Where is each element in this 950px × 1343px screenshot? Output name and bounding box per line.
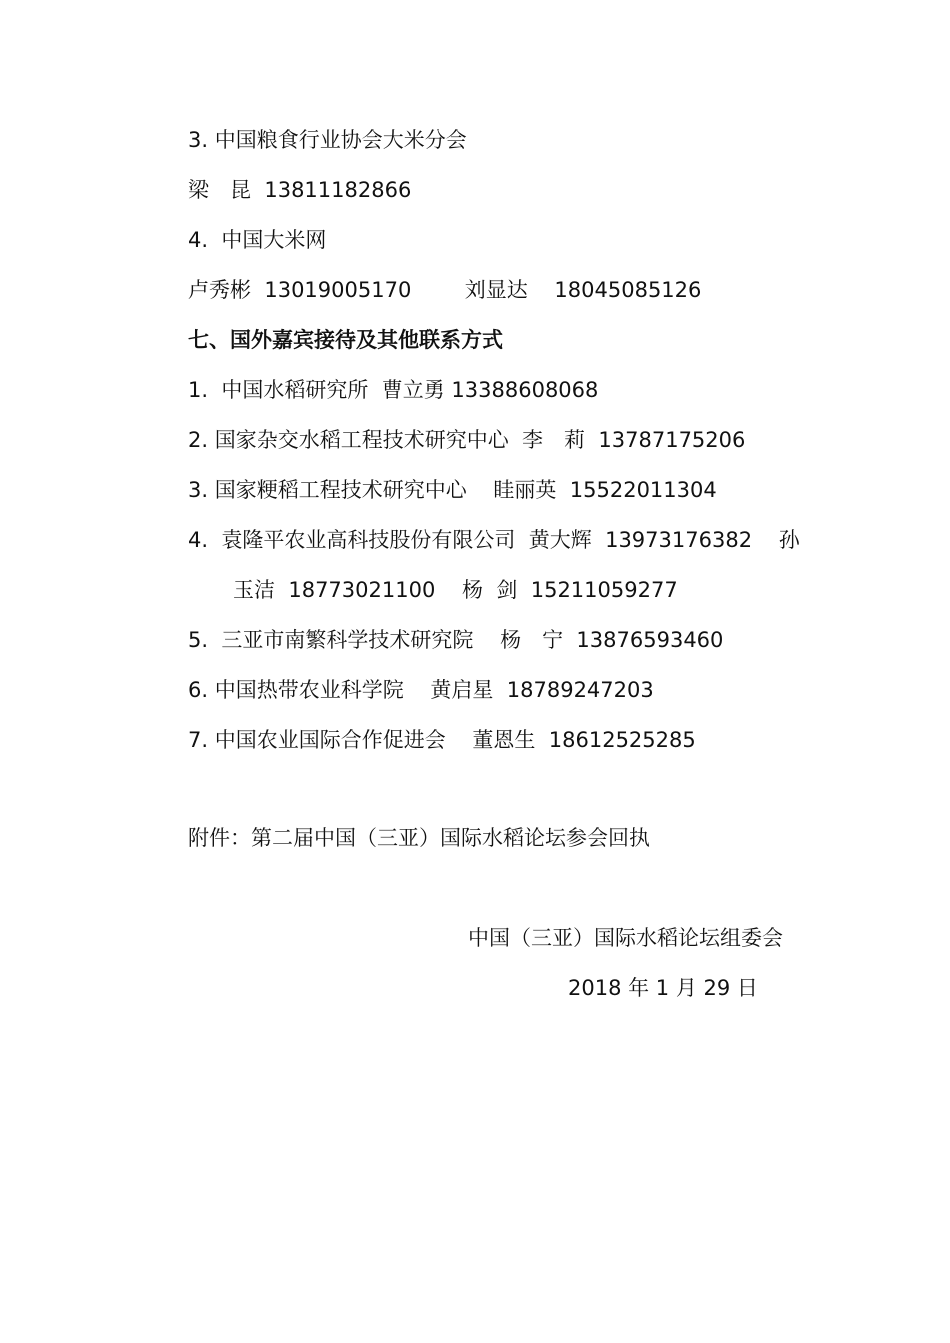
attachment-note: 附件：第二届中国（三亚）国际水稻论坛参会回执 (188, 826, 650, 850)
list-item: 2. 国家杂交水稻工程技术研究中心 李 莉 13787175206 (188, 428, 746, 452)
list-item-continuation: 玉洁 18773021100 杨 剑 15211059277 (233, 578, 678, 602)
signature-organization: 中国（三亚）国际水稻论坛组委会 (468, 926, 783, 950)
list-item: 5. 三亚市南繁科学技术研究院 杨 宁 13876593460 (188, 628, 724, 652)
org4-contact: 卢秀彬 13019005170 刘显达 18045085126 (188, 278, 702, 302)
signature-date: 2018 年 1 月 29 日 (568, 976, 758, 1000)
list-item: 6. 中国热带农业科学院 黄启星 18789247203 (188, 678, 654, 702)
list-item: 7. 中国农业国际合作促进会 董恩生 18612525285 (188, 728, 696, 752)
org4-title: 4. 中国大米网 (188, 228, 327, 252)
section-7-heading: 七、国外嘉宾接待及其他联系方式 (188, 328, 503, 352)
org3-contact: 梁 昆 13811182866 (188, 178, 412, 202)
list-item: 3. 国家粳稻工程技术研究中心 眭丽英 15522011304 (188, 478, 717, 502)
list-item: 1. 中国水稻研究所 曹立勇 13388608068 (188, 378, 599, 402)
list-item: 4. 袁隆平农业高科技股份有限公司 黄大辉 13973176382 孙 (188, 528, 800, 552)
org3-title: 3. 中国粮食行业协会大米分会 (188, 128, 467, 152)
